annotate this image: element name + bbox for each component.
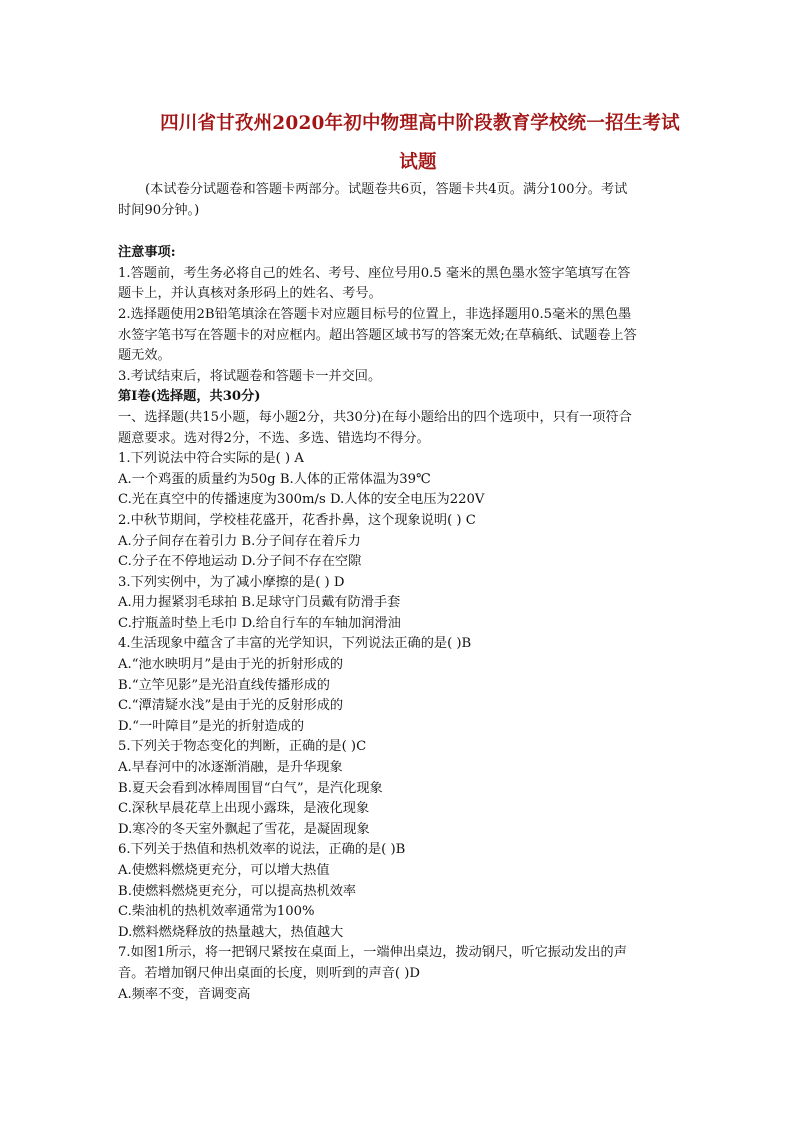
- notice-line: 2.选择题使用2B铅笔填涂在答题卡对应题目标号的位置上，非选择题用0.5毫米的黑色墨: [118, 306, 632, 322]
- question-line: D.燃料燃烧释放的热量越大，热值越大: [118, 924, 344, 940]
- question-line: C.拧瓶盖时垫上毛巾 D.给自行车的车轴加润滑油: [118, 615, 401, 631]
- question-line: A.分子间存在着引力 B.分子间存在着斥力: [118, 533, 361, 549]
- question-line: 1.下列说法中符合实际的是( ) A: [118, 451, 304, 467]
- question-line: C.分子在不停地运动 D.分子间不存在空隙: [118, 554, 362, 570]
- question-line: C.深秋早晨花草上出现小露珠，是液化现象: [118, 801, 370, 817]
- spacer: [118, 221, 690, 243]
- question-line: A.用力握紧羽毛球拍 B.足球守门员戴有防滑手套: [118, 595, 401, 611]
- question-line: 5.下列关于物态变化的判断，正确的是( )C: [118, 739, 367, 755]
- question-line: 3.下列实例中，为了减小摩擦的是( ) D: [118, 574, 345, 590]
- question-line: C.光在真空中的传播速度为300m/s D.人体的安全电压为220V: [118, 492, 485, 508]
- notice-line: 3.考试结束后，将试题卷和答题卡一并交回。: [118, 368, 382, 384]
- document-title-line-1: 四川省甘孜州2020年初中物理高中阶段教育学校统一招生考试: [160, 113, 680, 134]
- question-line: 2.中秋节期间，学校桂花盛开，花香扑鼻，这个现象说明( ) C: [118, 512, 476, 528]
- question-line: 4.生活现象中蕴含了丰富的光学知识，下列说法正确的是( )B: [118, 636, 472, 652]
- intro-line: 时间90分钟。): [118, 202, 200, 218]
- question-line: 6.下列关于热值和热机效率的说法，正确的是( )B: [118, 842, 406, 858]
- document-title-line-2: 试题: [399, 152, 437, 173]
- notice-heading: 注意事项:: [118, 245, 176, 261]
- section-instruction-line: 一、选择题(共15小题，每小题2分，共30分)在每小题给出的四个选项中，只有一项符合: [118, 409, 632, 425]
- question-line: C.“潭清疑水浅”是由于光的反射形成的: [118, 698, 344, 714]
- section-heading: 第Ⅰ卷(选择题，共30分): [118, 389, 261, 405]
- question-line: A.早春河中的冰逐渐消融，是升华现象: [118, 760, 343, 776]
- question-line: B.使燃料燃烧更充分，可以提高热机效率: [118, 883, 357, 899]
- intro-line: (本试卷分试题卷和答题卡两部分。试题卷共6页，答题卡共4页。满分100分。考试: [145, 182, 628, 197]
- notice-line: 题卡上，并认真核对条形码上的姓名、考号。: [118, 286, 382, 302]
- question-line: B.“立竿见影”是光沿直线传播形成的: [118, 677, 330, 693]
- question-line: A.“池水映明月”是由于光的折射形成的: [118, 657, 344, 673]
- section-instruction-line: 题意要求。选对得2分，不选、多选、错选均不得分。: [118, 430, 430, 446]
- notice-line: 题无效。: [118, 348, 171, 364]
- question-line: B.夏天会看到冰棒周围冒“白气”，是汽化现象: [118, 780, 383, 796]
- notice-line: 1.答题前，考生务必将自己的姓名、考号、座位号用0.5 毫米的黑色墨水签字笔填写在答: [118, 265, 631, 281]
- question-line: 7.如图1所示，将一把钢尺紧按在桌面上，一端伸出桌边，拨动钢尺，听它振动发出的声: [118, 945, 627, 961]
- question-line: D.“一叶障目”是光的折射造成的: [118, 718, 305, 734]
- question-line: C.柴油机的热机效率通常为100%: [118, 904, 315, 920]
- document-body: [118, 180, 690, 1005]
- question-line: 音。若增加钢尺伸出桌面的长度，则听到的声音( )D: [118, 965, 420, 981]
- question-line: A.频率不变，音调变高: [118, 986, 251, 1002]
- question-line: D.寒冷的冬天室外飘起了雪花，是凝固现象: [118, 821, 370, 837]
- notice-line: 水签字笔书写在答题卡的对应框内。超出答题区域书写的答案无效;在草稿纸、试题卷上答: [118, 327, 637, 343]
- question-line: A.一个鸡蛋的质量约为50g B.人体的正常体温为39℃: [118, 471, 431, 487]
- question-line: A.使燃料燃烧更充分，可以增大热值: [118, 863, 330, 878]
